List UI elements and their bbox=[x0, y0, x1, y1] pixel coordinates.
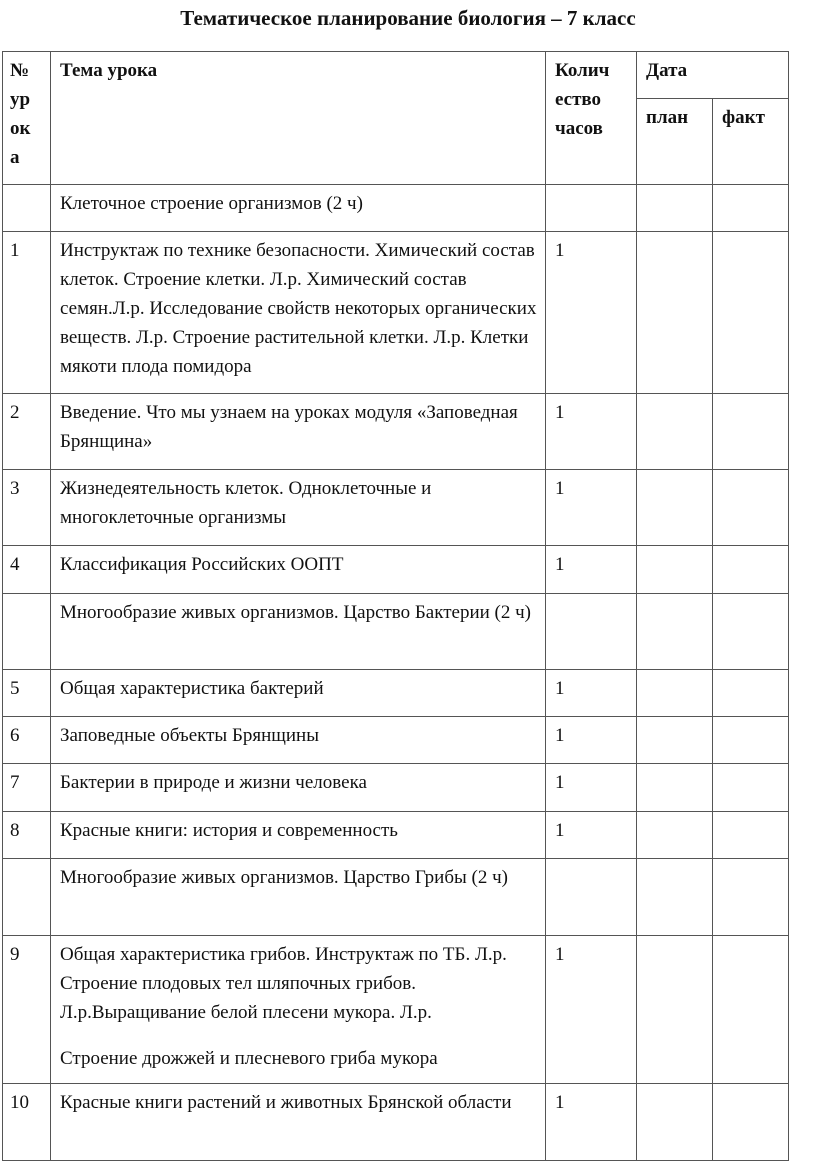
table-row bbox=[3, 1084, 789, 1161]
row-hours: 1 bbox=[546, 812, 637, 859]
section-title: Многообразие живых организмов. Царство Грибы (2 ч) bbox=[51, 859, 546, 936]
plan-cell bbox=[637, 394, 713, 470]
row-topic bbox=[51, 936, 546, 1084]
row-hours bbox=[546, 185, 637, 232]
plan-cell bbox=[637, 717, 713, 764]
row-number: 5 bbox=[3, 670, 51, 717]
plan-cell bbox=[637, 670, 713, 717]
row-number: 8 bbox=[3, 812, 51, 859]
header-fact: факт bbox=[713, 99, 789, 185]
plan-cell bbox=[637, 232, 713, 394]
header-lesson-number: № ур ок а bbox=[3, 52, 51, 185]
row-topic-part: Строение дрожжей и плесневого гриба мукора bbox=[60, 1048, 438, 1069]
plan-cell bbox=[637, 546, 713, 594]
plan-cell bbox=[637, 812, 713, 859]
plan-cell bbox=[637, 185, 713, 232]
plan-cell bbox=[637, 470, 713, 546]
row-topic: Красные книги растений и животных Брянской области bbox=[51, 1084, 546, 1161]
row-topic: Инструктаж по технике безопасности. Химический состав клеток. Строение клетки. Л.р. Химический состав семян.Л.р. Исследование свойств некоторых органических веществ. Л.р. Строение растительной клетки. Л.р. Клетки мякоти плода помидора bbox=[51, 232, 546, 394]
row-number bbox=[3, 859, 51, 936]
row-number: 1 bbox=[3, 232, 51, 394]
section-title: Клеточное строение организмов (2 ч) bbox=[51, 185, 546, 232]
table-row bbox=[3, 670, 789, 717]
table-row bbox=[3, 546, 789, 594]
row-number: 9 bbox=[3, 936, 51, 1084]
row-hours: 1 bbox=[546, 470, 637, 546]
section-title: Многообразие живых организмов. Царство Бактерии (2 ч) bbox=[51, 594, 546, 670]
fact-cell bbox=[713, 546, 789, 594]
fact-cell bbox=[713, 394, 789, 470]
plan-cell bbox=[637, 1084, 713, 1161]
row-number: 7 bbox=[3, 764, 51, 812]
row-hours: 1 bbox=[546, 764, 637, 812]
row-topic-part: Общая характеристика грибов. Инструктаж по ТБ. Л.р. Строение плодовых тел шляпочных грибов. Л.р.Выращивание белой плесени мукора. Л.р. bbox=[60, 944, 507, 1023]
table-row bbox=[3, 812, 789, 859]
row-number: 6 bbox=[3, 717, 51, 764]
fact-cell bbox=[713, 1084, 789, 1161]
fact-cell bbox=[713, 470, 789, 546]
section-row bbox=[3, 859, 789, 936]
fact-cell bbox=[713, 859, 789, 936]
row-topic: Бактерии в природе и жизни человека bbox=[51, 764, 546, 812]
table-row bbox=[3, 470, 789, 546]
table-row bbox=[3, 764, 789, 812]
header-row bbox=[3, 52, 789, 99]
row-topic: Общая характеристика бактерий bbox=[51, 670, 546, 717]
row-topic: Классификация Российских ООПТ bbox=[51, 546, 546, 594]
row-topic: Красные книги: история и современность bbox=[51, 812, 546, 859]
row-topic: Жизнедеятельность клеток. Одноклеточные и многоклеточные организмы bbox=[51, 470, 546, 546]
page-title: Тематическое планирование биология – 7 класс bbox=[180, 6, 636, 30]
fact-cell bbox=[713, 594, 789, 670]
table-row bbox=[3, 936, 789, 1084]
row-hours: 1 bbox=[546, 717, 637, 764]
planning-table bbox=[2, 51, 789, 1161]
row-number: 2 bbox=[3, 394, 51, 470]
row-number: 3 bbox=[3, 470, 51, 546]
fact-cell bbox=[713, 185, 789, 232]
row-number: 10 bbox=[3, 1084, 51, 1161]
row-hours: 1 bbox=[546, 232, 637, 394]
row-topic: Заповедные объекты Брянщины bbox=[51, 717, 546, 764]
table-row bbox=[3, 717, 789, 764]
fact-cell bbox=[713, 936, 789, 1084]
row-number bbox=[3, 594, 51, 670]
fact-cell bbox=[713, 670, 789, 717]
fact-cell bbox=[713, 812, 789, 859]
plan-cell bbox=[637, 594, 713, 670]
row-hours: 1 bbox=[546, 394, 637, 470]
header-hours: Колич ество часов bbox=[546, 52, 637, 185]
row-hours: 1 bbox=[546, 1084, 637, 1161]
row-topic: Введение. Что мы узнаем на уроках модуля «Заповедная Брянщина» bbox=[51, 394, 546, 470]
table-row bbox=[3, 394, 789, 470]
header-date: Дата bbox=[637, 52, 789, 99]
header-topic: Тема урока bbox=[51, 52, 546, 185]
fact-cell bbox=[713, 232, 789, 394]
plan-cell bbox=[637, 859, 713, 936]
fact-cell bbox=[713, 717, 789, 764]
row-hours bbox=[546, 594, 637, 670]
section-row bbox=[3, 594, 789, 670]
table-row bbox=[3, 232, 789, 394]
row-hours: 1 bbox=[546, 546, 637, 594]
row-number bbox=[3, 185, 51, 232]
fact-cell bbox=[713, 764, 789, 812]
header-plan: план bbox=[637, 99, 713, 185]
section-row bbox=[3, 185, 789, 232]
row-hours: 1 bbox=[546, 936, 637, 1084]
row-hours: 1 bbox=[546, 670, 637, 717]
plan-cell bbox=[637, 764, 713, 812]
row-number: 4 bbox=[3, 546, 51, 594]
row-hours bbox=[546, 859, 637, 936]
plan-cell bbox=[637, 936, 713, 1084]
